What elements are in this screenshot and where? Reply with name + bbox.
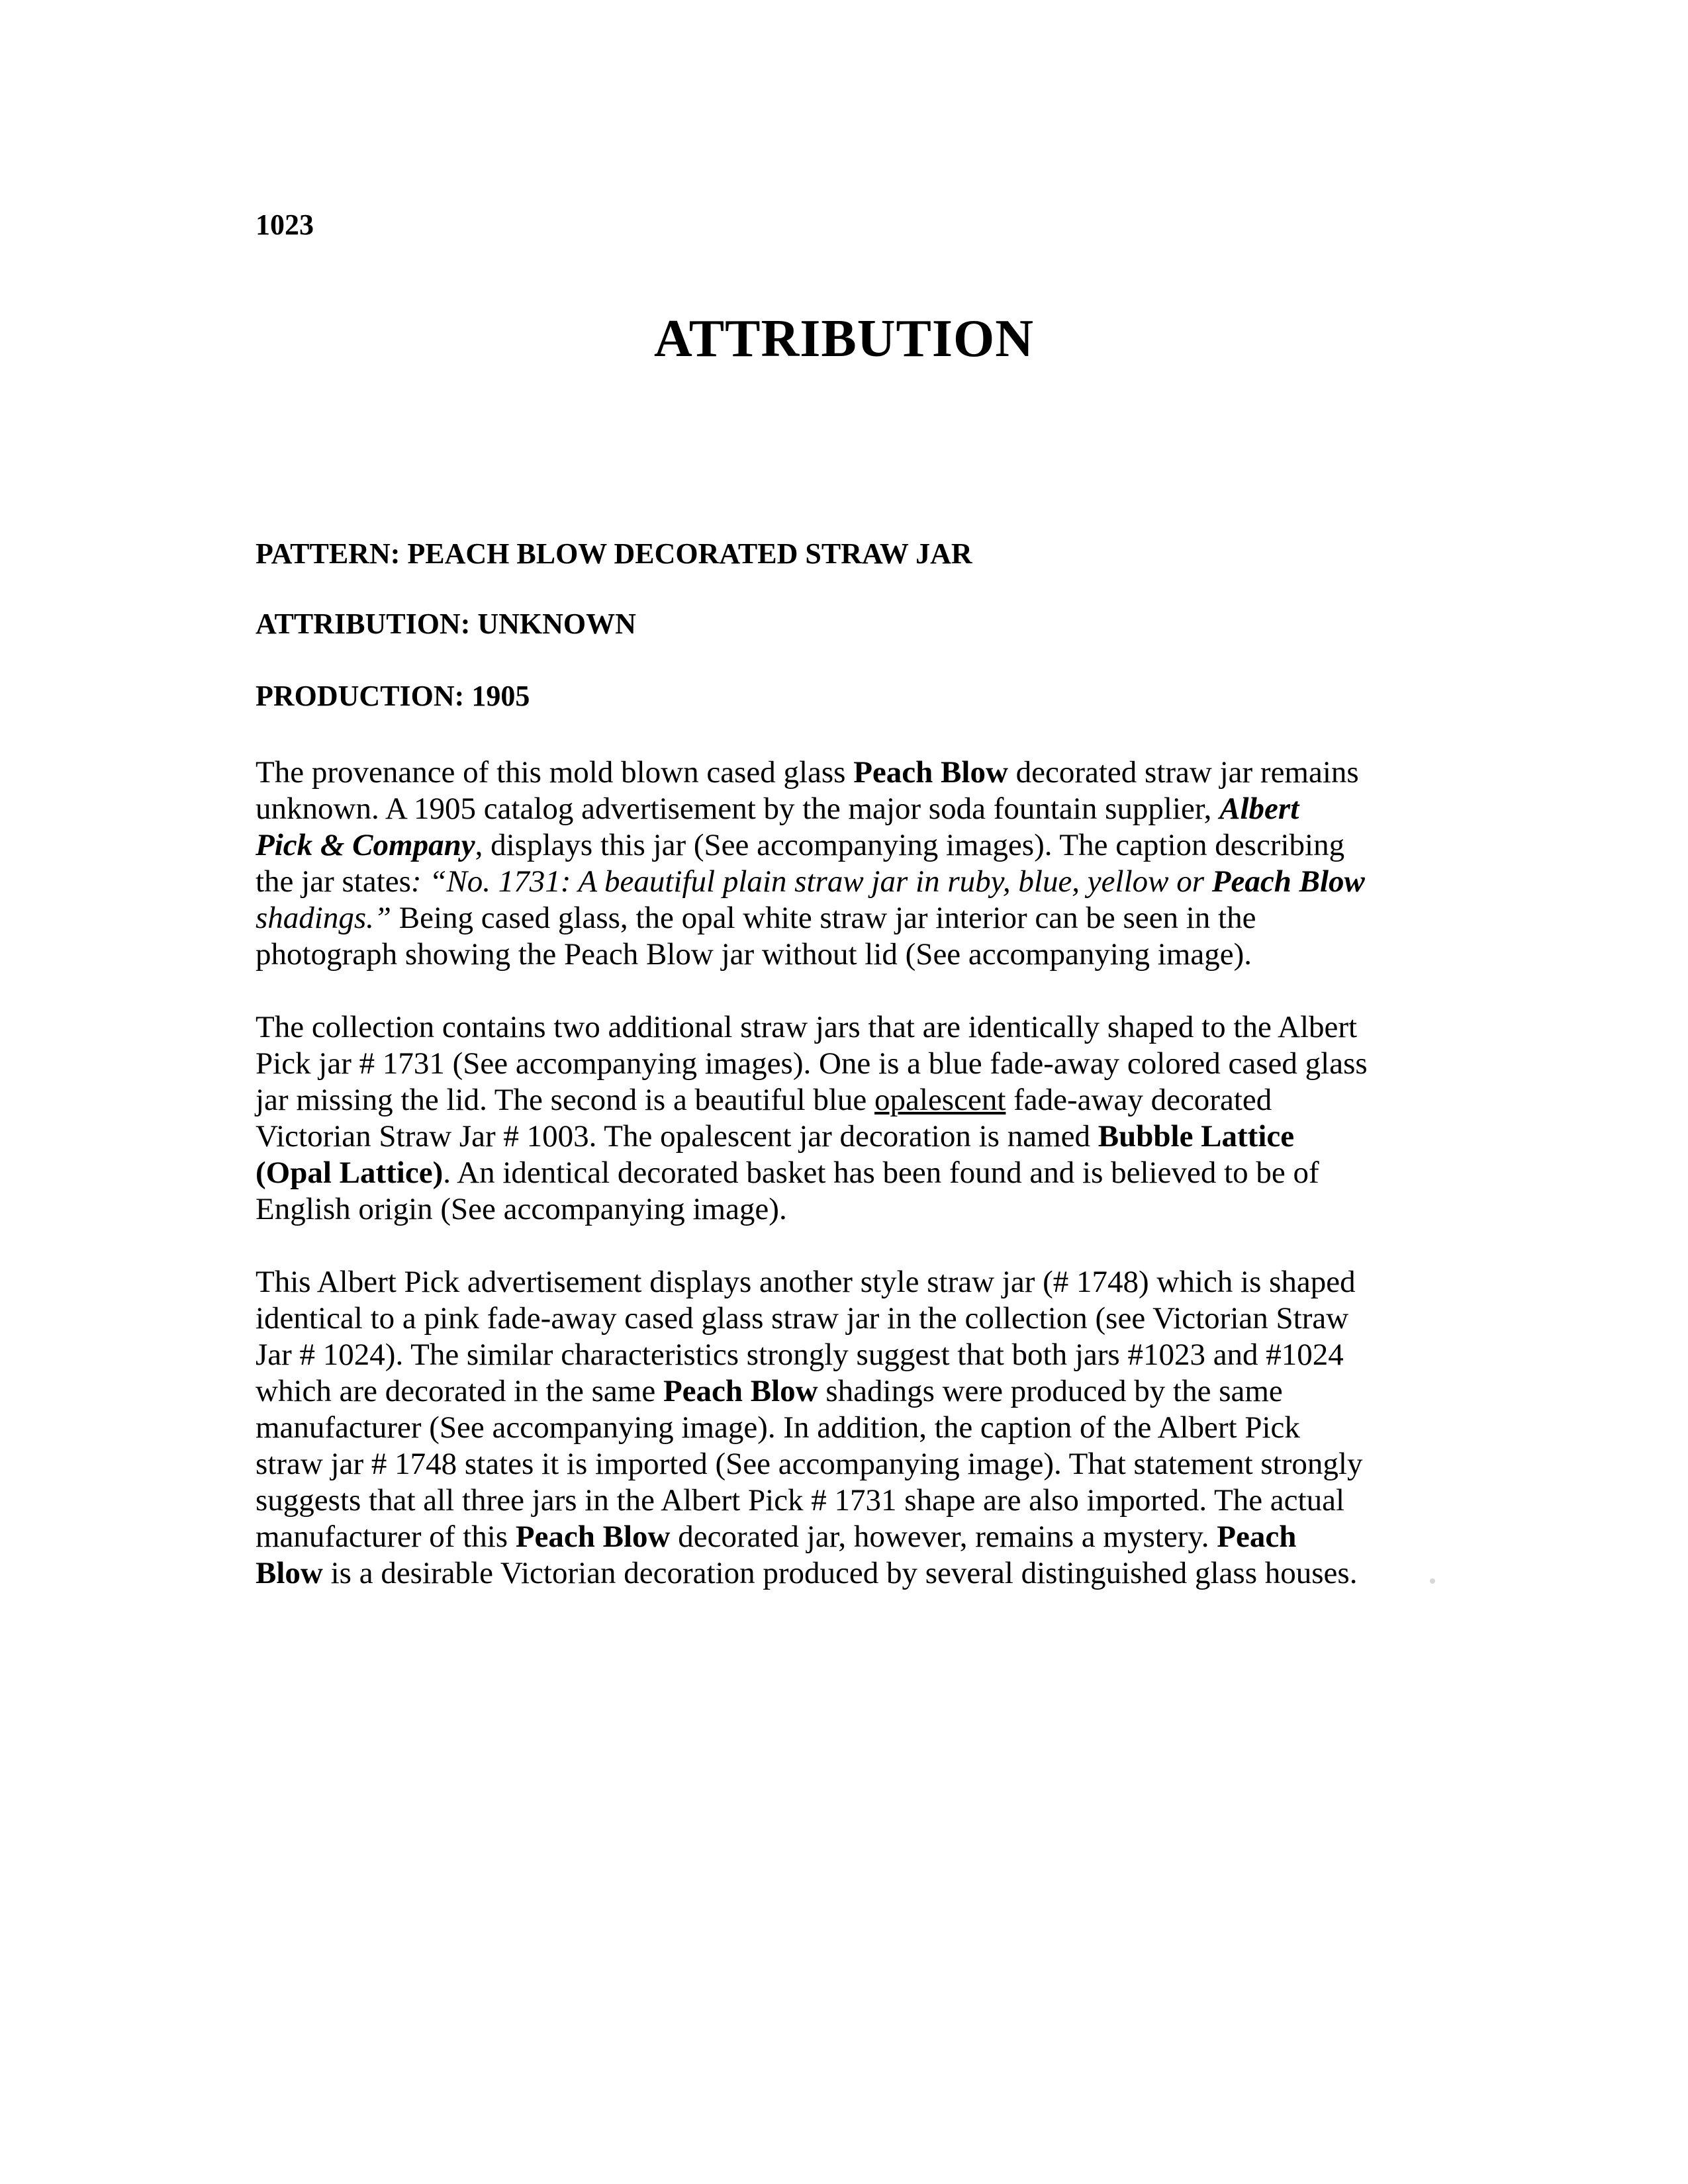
page-number: 1023 (256, 208, 314, 241)
emphasis-peach-blow: Peach Blow (663, 1374, 818, 1408)
emphasis-blow: Blow (256, 1556, 323, 1590)
emphasis-bubble-lattice: Bubble Lattice (1098, 1119, 1295, 1154)
emphasis-peach-blow: Peach Blow (853, 755, 1008, 790)
catalog-quote: : “No. 1731: A beautiful plain straw jar in ruby, blue, yellow or (410, 864, 1212, 899)
text-line: Jar # 1024). The similar characteristics strongly suggest that both jars #1023 and #1024 (256, 1338, 1344, 1372)
text-line: Blow is a desirable Victorian decoration produced by several distinguished glass houses. (256, 1556, 1358, 1590)
text-line: suggests that all three jars in the Albert Pick # 1731 shape are also imported. The actual (256, 1483, 1344, 1518)
emphasis-pick-company: Pick & Company (256, 828, 475, 862)
attribution-field: ATTRIBUTION: UNKNOWN (256, 608, 636, 640)
page-title: ATTRIBUTION (653, 310, 1035, 368)
body-text (256, 754, 1440, 1592)
text-line: manufacturer (See accompanying image). In addition, the caption of the Albert Pick (256, 1410, 1300, 1445)
paragraph-collection (256, 1009, 1440, 1228)
text-line: English origin (See accompanying image). (256, 1192, 787, 1226)
text-line: which are decorated in the same Peach Blow shadings were produced by the same (256, 1374, 1283, 1408)
catalog-quote-end: shadings.” (256, 901, 392, 935)
pattern-field: PATTERN: PEACH BLOW DECORATED STRAW JAR (256, 537, 972, 570)
scan-speck (1430, 1578, 1435, 1584)
emphasis-peach-blow: Peach Blow (515, 1520, 671, 1554)
emphasis-albert: Albert (1219, 792, 1299, 826)
emphasis-opal-lattice: (Opal Lattice) (256, 1156, 444, 1190)
paragraph-advertisement (256, 1264, 1440, 1592)
emphasis-peach-blow: Peach Blow (1211, 864, 1365, 899)
emphasis-peach: Peach (1217, 1520, 1297, 1554)
text-line: Victorian Straw Jar # 1003. The opalescent jar decoration is named Bubble Lattice (256, 1119, 1295, 1154)
text-line: Pick & Company, displays this jar (See accompanying images). The caption describing (256, 828, 1345, 862)
text-line: the jar states: “No. 1731: A beautiful plain straw jar in ruby, blue, yellow or Peach Blow (256, 864, 1365, 899)
text-line: manufacturer of this Peach Blow decorated jar, however, remains a mystery. Peach (256, 1520, 1297, 1554)
text-line: The provenance of this mold blown cased glass Peach Blow decorated straw jar remains (256, 755, 1359, 790)
paragraph-provenance (256, 754, 1440, 973)
text-line: straw jar # 1748 states it is imported (See accompanying image). That statement strongly (256, 1447, 1363, 1481)
text-line: unknown. A 1905 catalog advertisement by the major soda fountain supplier, Albert (256, 792, 1299, 826)
text-line: photograph showing the Peach Blow jar without lid (See accompanying image). (256, 937, 1252, 972)
text-line: This Albert Pick advertisement displays another style straw jar (# 1748) which is shaped (256, 1265, 1356, 1299)
text-line: Pick jar # 1731 (See accompanying images). One is a blue fade-away colored cased glass (256, 1046, 1368, 1081)
underlined-opalescent: opalescent (874, 1083, 1006, 1117)
production-field: PRODUCTION: 1905 (256, 680, 530, 712)
text-line: shadings.” Being cased glass, the opal white straw jar interior can be seen in the (256, 901, 1256, 935)
text-line: The collection contains two additional straw jars that are identically shaped to the Albert (256, 1010, 1358, 1044)
text-line: jar missing the lid. The second is a beautiful blue opalescent fade-away decorated (256, 1083, 1272, 1117)
text-line: (Opal Lattice). An identical decorated basket has been found and is believed to be of (256, 1156, 1319, 1190)
text-line: identical to a pink fade-away cased glass straw jar in the collection (see Victorian Straw (256, 1301, 1349, 1336)
